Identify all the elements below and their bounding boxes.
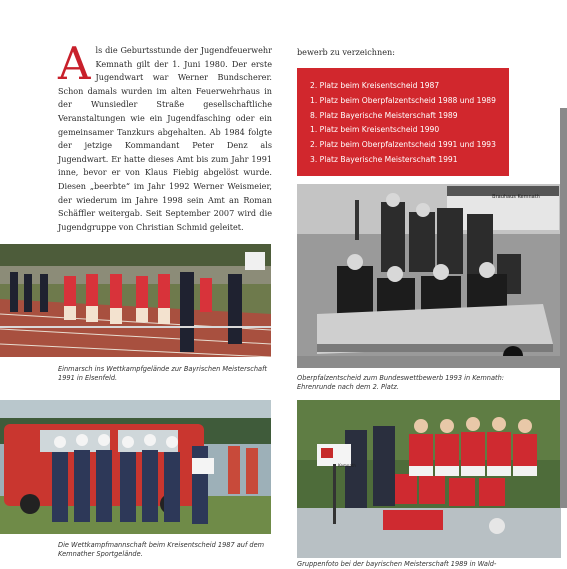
caption-photo-group: Gruppenfoto bei der bayrischen Meisterschaft 1989 in Wald-	[297, 560, 497, 568]
caption-photo-ehrenrunde: Oberpfalzentscheid zum Bundeswettbewerb 1993 in Kemnath: Ehrenrunde nach dem 2. Platz.	[297, 374, 504, 391]
results-list	[310, 79, 509, 168]
drop-cap: A	[58, 37, 91, 90]
article-body	[58, 37, 272, 234]
result-item: 8. Platz Bayerische Meisterschaft 1989	[310, 110, 458, 120]
article-paragraph: ls die Geburtsstunde der Jugendfeuerwehr Kemnath gilt der 1. Juni 1980. Der erste Jugendwart war Werner Bundscherer. Schon damals wurden im alten Feuerwehrhaus in der Wunsiedler Straße gesellschaftliche Veranstaltungen wie ein Jugendfasching oder ein gemeinsamer Tanzkurs abgehalten. Ab 1984 folgte der jetzige Kommandant Peter Denz als Jugendwart. Er hatte dieses Amt bis zum Jahr 1991 inne, bevor er von Klaus Fiebig abgelöst wurde. Diesen „beerbte“ im Jahr 1992 Werner Weismeier, der wiederum im Jahre 1998 sein Amt an Roman Schäffler weitergab. Seit September 2007 wird die Jugendgruppe von Christian Schmid geleitet.	[58, 45, 272, 232]
photo-team-1987	[0, 400, 271, 534]
result-item: 1. Platz beim Oberpfalzentscheid 1988 und 1989	[310, 95, 496, 105]
result-item: 2. Platz beim Oberpfalzentscheid 1991 und 1993	[310, 140, 496, 150]
result-item: 3. Platz Bayerische Meisterschaft 1991	[310, 154, 458, 164]
result-item: 1. Platz beim Kreisentscheid 1990	[310, 125, 440, 135]
team-sign: Kemnath	[338, 463, 356, 468]
caption-photo-march: Einmarsch ins Wettkampfgelände zur Bayrischen Meisterschaft 1991 in Elsenfeld.	[58, 365, 267, 382]
photo-march-1991	[0, 244, 271, 357]
results-intro: bewerb zu verzeichnen:	[297, 47, 395, 57]
photo-group-1989	[297, 400, 561, 558]
adjacent-page-edge	[560, 108, 567, 508]
photo-ehrenrunde-1993	[297, 184, 561, 368]
result-item: 2. Platz beim Kreisentscheid 1987	[310, 81, 440, 90]
truck-sign: Brauhaus Kemnath	[492, 194, 540, 200]
caption-photo-team: Die Wettkampfmannschaft beim Kreisentscheid 1987 auf dem Kemnather Sportgelände.	[58, 541, 265, 558]
results-box	[297, 68, 509, 176]
